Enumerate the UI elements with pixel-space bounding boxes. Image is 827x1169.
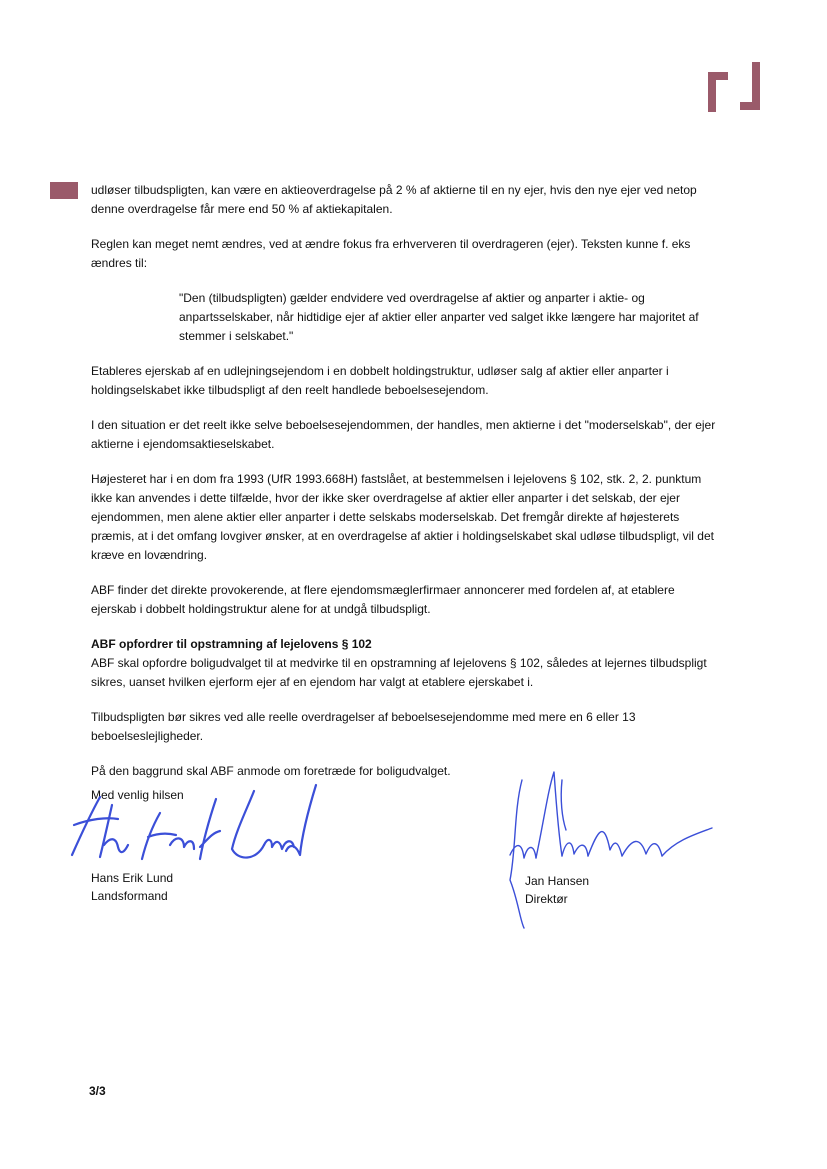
corner-bracket-logo-icon (706, 62, 762, 112)
section-heading: ABF opfordrer til opstramning af lejelovens § 102 (91, 637, 372, 651)
signatory-left (91, 869, 173, 905)
paragraph-7: ABF skal opfordre boligudvalget til at medvirke til en opstramning af lejelovens § 102, således at lejernes tilbudspligt sikres, uanset hvilken ejerform ejer af en ejendom har valgt at etablere ejerskabet i. (91, 656, 707, 689)
paragraph-4: I den situation er det reelt ikke selve beboelsesejendommen, der handles, men aktierne i det "moderselskab", der ejer aktierne i ejendomsaktieselskabet. (91, 418, 716, 451)
signatory-left-name: Hans Erik Lund (91, 871, 174, 885)
paragraph-6: ABF finder det direkte provokerende, at flere ejendomsmæglerfirmaer annoncerer med fordelen af, at etablere ejerskab i dobbelt holdingstruktur alene for at undgå tilbudspligt. (91, 583, 675, 616)
paragraph-9: På den baggrund skal ABF anmode om foretræde for boligudvalget. (91, 764, 451, 778)
closing-greeting: Med venlig hilsen (91, 788, 184, 802)
page-number: 3/3 (89, 1084, 106, 1098)
signatory-left-title: Landsformand (91, 889, 168, 903)
signatory-right-name: Jan Hansen (525, 874, 590, 888)
paragraph-8: Tilbudspligten bør sikres ved alle reelle overdragelser af beboelsesejendomme med mere en 6 eller 13 beboelseslejligheder. (91, 710, 636, 743)
signatory-right-title: Direktør (525, 892, 568, 906)
paragraph-3: Etableres ejerskab af en udlejningsejendom i en dobbelt holdingstruktur, udløser salg af aktier eller anparter i holdingselskabet ikke tilbudspligt af den reelt handlede beboelsesejendom. (91, 364, 669, 397)
letter-body (91, 181, 716, 781)
margin-marker (50, 182, 78, 199)
paragraph-5: Højesteret har i en dom fra 1993 (UfR 1993.668H) fastslået, at bestemmelsen i lejelovens § 102, stk. 2, 2. punktum ikke kan anvendes i dette tilfælde, hvor der ikke sker overdragelse af aktier eller anparter i det selskab, der ejer ejendommen, men alene aktier eller anparter i dette selskabs moderselskab. Det fremgår direkte af højesterets præmis, at i det omfang lovgiver ønsker, at en overdragelse af aktier i holdingselskabet skal udløse tilbudspligt, vil det kræve en lovændring. (91, 472, 714, 562)
signatory-right (525, 872, 589, 908)
paragraph-1: udløser tilbudspligten, kan være en aktieoverdragelse på 2 % af aktierne til en ny ejer, hvis den nye ejer ved netop denne overdragelse får mere end 50 % af aktiekapitalen. (91, 183, 697, 216)
paragraph-2: Reglen kan meget nemt ændres, ved at ændre fokus fra erhververen til overdrageren (ejer). Teksten kunne f. eks ændres til: (91, 237, 691, 270)
quoted-text: "Den (tilbudspligten) gælder endvidere ved overdragelse af aktier og anparter i aktie- og anpartsselskaber, når hidtidige ejer af aktier eller anparter ved salget ikke længere har majoritet af stemmer i selskabet." (179, 291, 699, 343)
